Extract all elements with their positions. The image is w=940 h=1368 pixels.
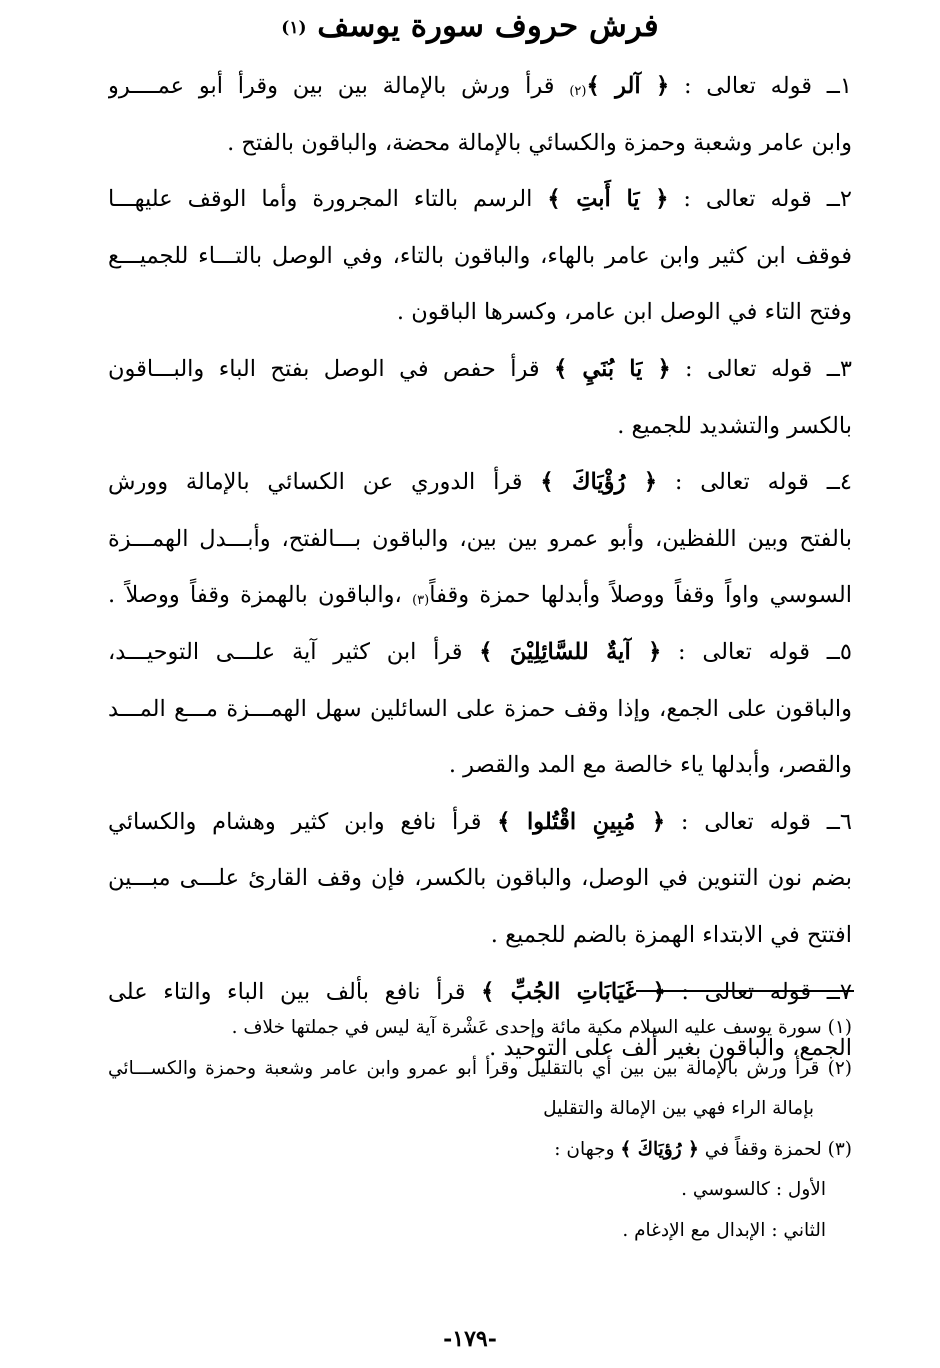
- line-lead: ٢ــ قوله تعالى :: [668, 186, 852, 213]
- line-tail: ،والباقون بالهمزة وقفاً ووصلاً .: [108, 582, 413, 609]
- text-line: والقصر، وأبدلها ياء خالصة مع المد والقصر .: [448, 752, 852, 779]
- text-line: بالفتح وبين اللفظين، وأبو عمرو بين بين، والباقون بـــالفتح، وأبـــدل الهمـــزة: [108, 525, 852, 552]
- line-lead: ١ــ قوله تعالى :: [669, 73, 852, 99]
- title-footnote-marker: (١): [281, 18, 307, 38]
- quran-word: ﴿ آلر ﴾: [586, 73, 670, 99]
- line-tail: قرأ نافع بألف بين الباء والتاء على: [108, 978, 482, 1005]
- line-lead: ٥ــ قوله تعالى :: [661, 638, 852, 665]
- quran-word: ﴿ غَيَابَاتِ الجُبِّ ﴾: [481, 978, 666, 1005]
- line-lead: ٦ــ قوله تعالى :: [665, 808, 852, 835]
- footnote-tail: وجهان :: [554, 1138, 621, 1160]
- main-text: [108, 58, 852, 1077]
- text-line: [108, 341, 852, 398]
- line-lead: ٣ــ قوله تعالى :: [670, 355, 852, 382]
- footnote-marker: (٣): [412, 593, 430, 609]
- footnote-divider: [636, 990, 854, 992]
- line-lead: السوسي واواً وقفاً ووصلاً وأبدلها حمزة وقفاً: [429, 582, 852, 609]
- line-tail: قرأ ابن كثير آية علـــى التوحيـــد،: [108, 638, 480, 665]
- text-line: [108, 171, 852, 228]
- line-lead: ٧ــ قوله تعالى :: [665, 978, 852, 1005]
- footnote-lead: (٣) لحمزة وقفاً في: [698, 1138, 852, 1160]
- line-tail: قرأ حفص في الوصل بفتح الباء والبـــاقون: [108, 355, 555, 382]
- line-tail: قرأ ورش بالإمالة بين بين وقرأ أبو عمــــرو: [108, 73, 570, 99]
- footnotes: [108, 1008, 852, 1251]
- quran-word: ﴿ رُؤيَاكَ ﴾: [620, 1138, 699, 1160]
- footnote-line: [108, 1130, 852, 1171]
- footnote-line: الأول : كالسوسي .: [681, 1179, 826, 1200]
- quran-word: ﴿ يَا بُنَيِ ﴾: [554, 355, 671, 382]
- text-line: افتتح في الابتداء الهمزة بالضم للجميع .: [490, 921, 852, 948]
- text-line: الجمع، والباقون بغير ألف على التوحيد .: [489, 1035, 852, 1062]
- text-line: [108, 58, 852, 115]
- footnote-marker: (٢): [569, 84, 587, 99]
- footnote-line: الثاني : الإبدال مع الإدغام .: [622, 1219, 826, 1241]
- title-text: فرش حروف سورة يوسف: [317, 8, 659, 44]
- text-line: فوقف ابن كثير وابن عامر بالهاء، والباقون بالتاء، وفي الوصل بالتـــاء للجميـــع: [108, 242, 852, 269]
- line-lead: ٤ــ قوله تعالى :: [657, 469, 852, 496]
- quran-word: ﴿ مُبِينِ اقْتُلوا ﴾: [497, 808, 666, 835]
- footnote-line: بإمالة الراء فهي بين الإمالة والتقليل: [543, 1098, 814, 1119]
- text-line: وفتح التاء في الوصل ابن عامر، وكسرها الباقون .: [396, 299, 852, 326]
- quran-word: ﴿ آيةٌ للسَّائِلِيْنَ ﴾: [479, 638, 662, 665]
- quran-word: ﴿ يَا أَبتِ ﴾: [547, 186, 669, 213]
- line-tail: الرسم بالتاء المجرورة وأما الوقف عليهـــا: [108, 186, 548, 213]
- text-line: [108, 624, 852, 681]
- text-line: بضم نون التنوين في الوصل، والباقون بالكسر، فإن وقف القارئ علـــى مبـــين: [108, 865, 852, 892]
- text-line: [108, 454, 852, 511]
- line-tail: قرأ نافع وابن كثير وهشام والكسائي: [108, 808, 498, 835]
- text-line: [108, 567, 852, 624]
- footnote-line: (١) سورة يوسف عليه السلام مكية مائة وإحدى عَشْرة آية ليس في جملتها خلاف .: [231, 1017, 852, 1038]
- line-tail: قرأ الدوري عن الكسائي بالإمالة وورش: [108, 469, 541, 496]
- quran-word: ﴿ رُؤْيَاكَ ﴾: [540, 469, 658, 496]
- page-title: [0, 2, 940, 50]
- text-line: بالكسر والتشديد للجميع .: [617, 412, 852, 439]
- footnote-line: (٢) قرأ ورش بالإمالة بين بين أي بالتقليل وقرأ أبو عمرو وابن عامر وشعبة وحمزة والكســـائي: [108, 1057, 852, 1079]
- text-line: [108, 794, 852, 851]
- page-number: -١٧٩-: [443, 1326, 497, 1352]
- text-line: والباقون على الجمع، وإذا وقف حمزة على السائلين سهل الهمـــزة مـــع المـــد: [108, 695, 852, 722]
- text-line: وابن عامر وشعبة وحمزة والكسائي بالإمالة محضة، والباقون بالفتح .: [227, 129, 852, 156]
